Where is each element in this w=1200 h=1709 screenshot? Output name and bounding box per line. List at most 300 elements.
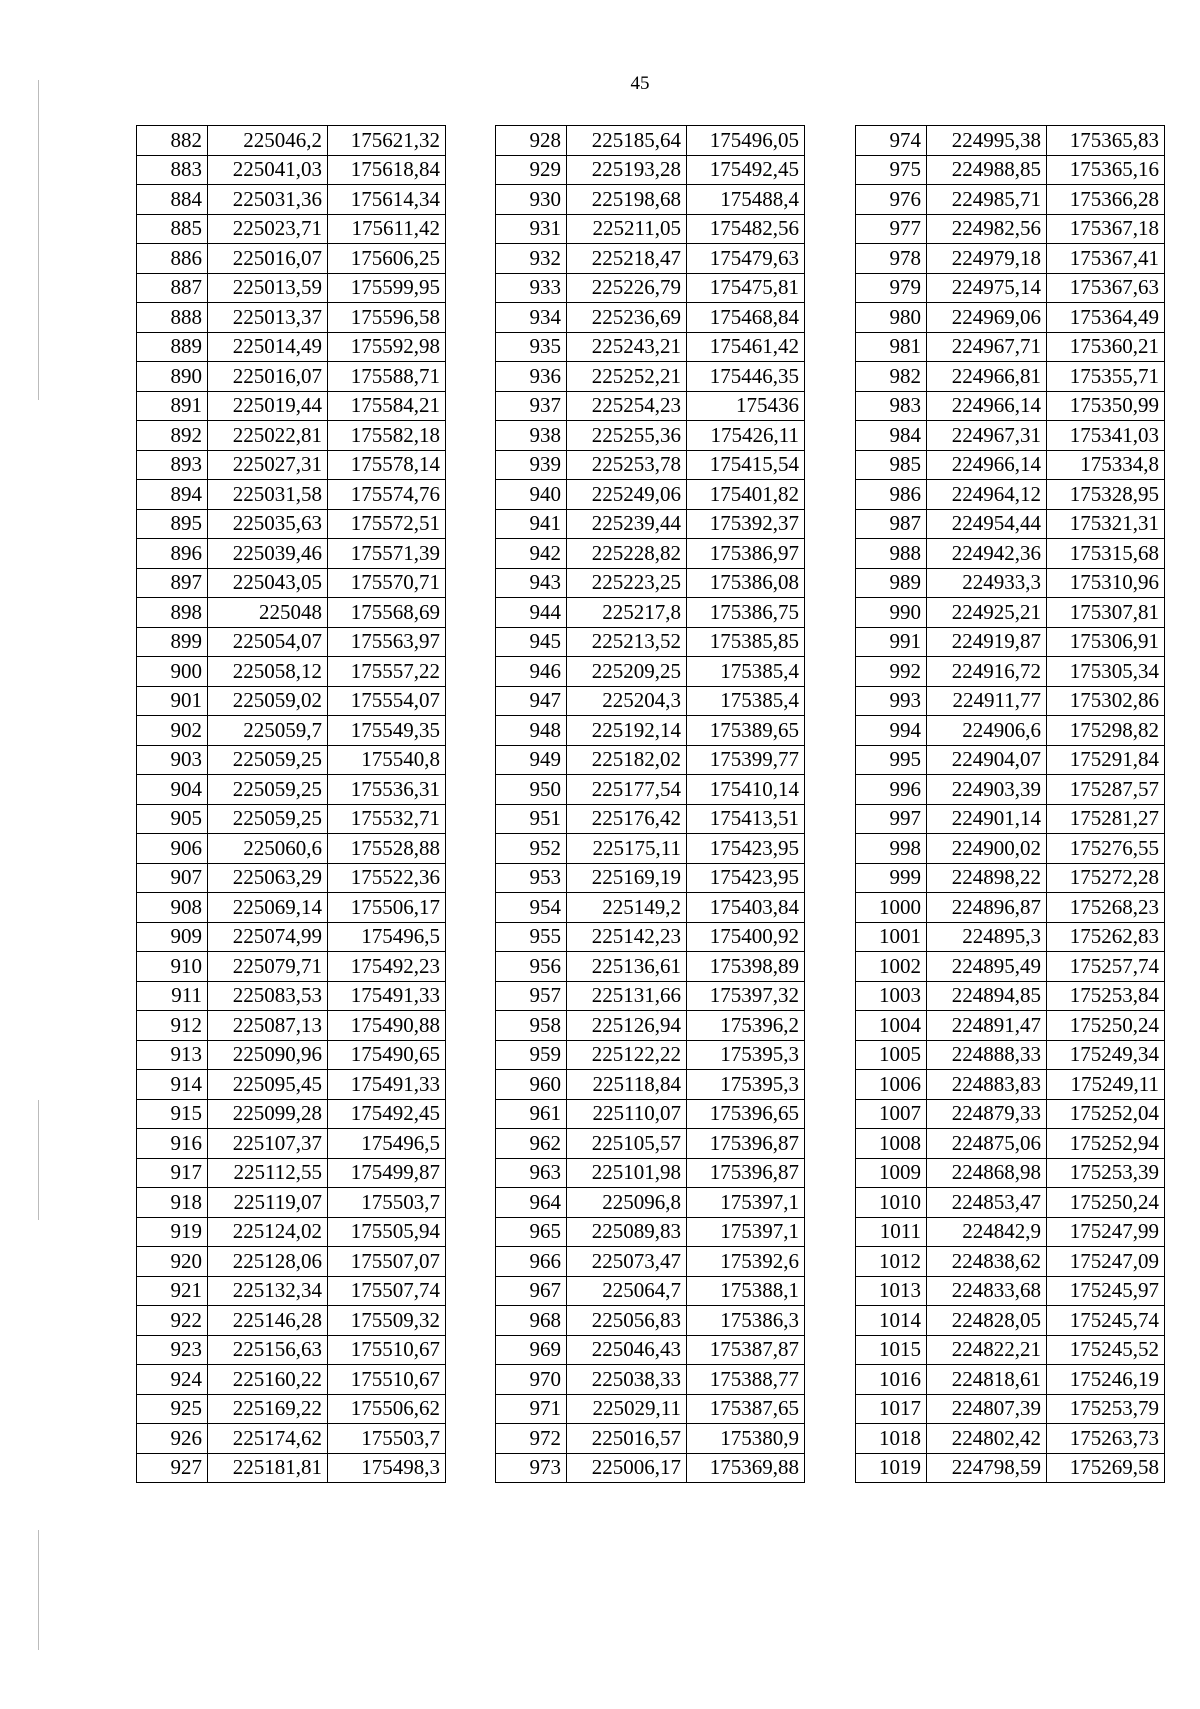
y-coordinate-cell: 175461,42 xyxy=(687,332,805,362)
y-coordinate-cell: 175350,99 xyxy=(1047,391,1165,421)
table-row xyxy=(137,273,446,303)
point-number-cell: 975 xyxy=(856,155,927,185)
table-row xyxy=(496,155,805,185)
table-row xyxy=(496,922,805,952)
y-coordinate-cell: 175252,94 xyxy=(1047,1129,1165,1159)
y-coordinate-cell: 175250,24 xyxy=(1047,1011,1165,1041)
point-number-cell: 1011 xyxy=(856,1217,927,1247)
y-coordinate-cell: 175446,35 xyxy=(687,362,805,392)
scan-margin-line xyxy=(38,80,39,400)
point-number-cell: 935 xyxy=(496,332,567,362)
y-coordinate-cell: 175263,73 xyxy=(1047,1424,1165,1454)
y-coordinate-cell: 175596,58 xyxy=(328,303,446,333)
y-coordinate-cell: 175505,94 xyxy=(328,1217,446,1247)
table-row xyxy=(856,568,1165,598)
y-coordinate-cell: 175380,9 xyxy=(687,1424,805,1454)
point-number-cell: 998 xyxy=(856,834,927,864)
x-coordinate-cell: 225060,6 xyxy=(208,834,328,864)
y-coordinate-cell: 175491,33 xyxy=(328,981,446,1011)
table-row xyxy=(137,1453,446,1483)
page-number: 45 xyxy=(630,73,650,94)
point-number-cell: 910 xyxy=(137,952,208,982)
table-row xyxy=(496,185,805,215)
table-row xyxy=(496,539,805,569)
x-coordinate-cell: 225054,07 xyxy=(208,627,328,657)
y-coordinate-cell: 175315,68 xyxy=(1047,539,1165,569)
x-coordinate-cell: 225236,69 xyxy=(567,303,687,333)
table-row xyxy=(496,332,805,362)
x-coordinate-cell: 225119,07 xyxy=(208,1188,328,1218)
point-number-cell: 940 xyxy=(496,480,567,510)
point-number-cell: 936 xyxy=(496,362,567,392)
table-row xyxy=(137,981,446,1011)
table-row xyxy=(856,480,1165,510)
x-coordinate-cell: 225146,28 xyxy=(208,1306,328,1336)
table-row xyxy=(856,509,1165,539)
x-coordinate-cell: 225035,63 xyxy=(208,509,328,539)
point-number-cell: 933 xyxy=(496,273,567,303)
y-coordinate-cell: 175540,8 xyxy=(328,745,446,775)
table-row xyxy=(496,686,805,716)
x-coordinate-cell: 225023,71 xyxy=(208,214,328,244)
y-coordinate-cell: 175268,23 xyxy=(1047,893,1165,923)
point-number-cell: 991 xyxy=(856,627,927,657)
y-coordinate-cell: 175369,88 xyxy=(687,1453,805,1483)
x-coordinate-cell: 224967,31 xyxy=(927,421,1047,451)
y-coordinate-cell: 175388,1 xyxy=(687,1276,805,1306)
x-coordinate-cell: 225223,25 xyxy=(567,568,687,598)
table-row xyxy=(496,126,805,156)
point-number-cell: 922 xyxy=(137,1306,208,1336)
y-coordinate-cell: 175398,89 xyxy=(687,952,805,982)
x-coordinate-cell: 225182,02 xyxy=(567,745,687,775)
y-coordinate-cell: 175503,7 xyxy=(328,1188,446,1218)
table-row xyxy=(496,657,805,687)
table-row xyxy=(856,332,1165,362)
x-coordinate-cell: 224988,85 xyxy=(927,155,1047,185)
table-row xyxy=(496,775,805,805)
y-coordinate-cell: 175510,67 xyxy=(328,1365,446,1395)
y-coordinate-cell: 175334,8 xyxy=(1047,450,1165,480)
table-row xyxy=(496,1011,805,1041)
point-number-cell: 905 xyxy=(137,804,208,834)
x-coordinate-cell: 225124,02 xyxy=(208,1217,328,1247)
table-row xyxy=(496,1188,805,1218)
y-coordinate-cell: 175488,4 xyxy=(687,185,805,215)
table-row xyxy=(137,1188,446,1218)
x-coordinate-cell: 224842,9 xyxy=(927,1217,1047,1247)
x-coordinate-cell: 225243,21 xyxy=(567,332,687,362)
x-coordinate-cell: 224888,33 xyxy=(927,1040,1047,1070)
table-row xyxy=(137,598,446,628)
point-number-cell: 967 xyxy=(496,1276,567,1306)
table-row xyxy=(856,303,1165,333)
table-row xyxy=(856,834,1165,864)
y-coordinate-cell: 175360,21 xyxy=(1047,332,1165,362)
point-number-cell: 893 xyxy=(137,450,208,480)
point-number-cell: 943 xyxy=(496,568,567,598)
x-coordinate-cell: 225118,84 xyxy=(567,1070,687,1100)
table-row xyxy=(496,627,805,657)
point-number-cell: 957 xyxy=(496,981,567,1011)
x-coordinate-cell: 225059,25 xyxy=(208,804,328,834)
x-coordinate-cell: 224883,83 xyxy=(927,1070,1047,1100)
point-number-cell: 971 xyxy=(496,1394,567,1424)
y-coordinate-cell: 175582,18 xyxy=(328,421,446,451)
table-row xyxy=(496,1424,805,1454)
point-number-cell: 968 xyxy=(496,1306,567,1336)
x-coordinate-cell: 225069,14 xyxy=(208,893,328,923)
x-coordinate-cell: 225218,47 xyxy=(567,244,687,274)
table-row xyxy=(856,952,1165,982)
point-number-cell: 1016 xyxy=(856,1365,927,1395)
y-coordinate-cell: 175499,87 xyxy=(328,1158,446,1188)
table-row xyxy=(856,126,1165,156)
point-number-cell: 948 xyxy=(496,716,567,746)
y-coordinate-cell: 175396,2 xyxy=(687,1011,805,1041)
table-row xyxy=(496,1394,805,1424)
x-coordinate-cell: 225046,43 xyxy=(567,1335,687,1365)
table-row xyxy=(137,1070,446,1100)
x-coordinate-cell: 224919,87 xyxy=(927,627,1047,657)
point-number-cell: 924 xyxy=(137,1365,208,1395)
point-number-cell: 1004 xyxy=(856,1011,927,1041)
table-row xyxy=(856,391,1165,421)
table-row xyxy=(137,155,446,185)
y-coordinate-cell: 175507,07 xyxy=(328,1247,446,1277)
point-number-cell: 1009 xyxy=(856,1158,927,1188)
x-coordinate-cell: 224982,56 xyxy=(927,214,1047,244)
table-row xyxy=(856,1011,1165,1041)
point-number-cell: 884 xyxy=(137,185,208,215)
x-coordinate-cell: 224985,71 xyxy=(927,185,1047,215)
table-row xyxy=(856,214,1165,244)
point-number-cell: 969 xyxy=(496,1335,567,1365)
table-row xyxy=(856,1365,1165,1395)
x-coordinate-cell: 224891,47 xyxy=(927,1011,1047,1041)
point-number-cell: 883 xyxy=(137,155,208,185)
x-coordinate-cell: 224833,68 xyxy=(927,1276,1047,1306)
point-number-cell: 882 xyxy=(137,126,208,156)
x-coordinate-cell: 225112,55 xyxy=(208,1158,328,1188)
table-row xyxy=(856,745,1165,775)
y-coordinate-cell: 175506,62 xyxy=(328,1394,446,1424)
x-coordinate-cell: 225122,22 xyxy=(567,1040,687,1070)
point-number-cell: 900 xyxy=(137,657,208,687)
y-coordinate-cell: 175572,51 xyxy=(328,509,446,539)
point-number-cell: 937 xyxy=(496,391,567,421)
table-row xyxy=(856,1099,1165,1129)
point-number-cell: 992 xyxy=(856,657,927,687)
point-number-cell: 962 xyxy=(496,1129,567,1159)
table-row xyxy=(137,1424,446,1454)
x-coordinate-cell: 225228,82 xyxy=(567,539,687,569)
table-row xyxy=(496,362,805,392)
y-coordinate-cell: 175618,84 xyxy=(328,155,446,185)
y-coordinate-cell: 175247,99 xyxy=(1047,1217,1165,1247)
y-coordinate-cell: 175574,76 xyxy=(328,480,446,510)
table-row xyxy=(496,421,805,451)
point-number-cell: 909 xyxy=(137,922,208,952)
x-coordinate-cell: 225029,11 xyxy=(567,1394,687,1424)
table-row xyxy=(137,922,446,952)
x-coordinate-cell: 225175,11 xyxy=(567,834,687,864)
table-row xyxy=(856,1424,1165,1454)
x-coordinate-cell: 225252,21 xyxy=(567,362,687,392)
y-coordinate-cell: 175305,34 xyxy=(1047,657,1165,687)
y-coordinate-cell: 175281,27 xyxy=(1047,804,1165,834)
y-coordinate-cell: 175328,95 xyxy=(1047,480,1165,510)
point-number-cell: 885 xyxy=(137,214,208,244)
point-number-cell: 981 xyxy=(856,332,927,362)
y-coordinate-cell: 175385,4 xyxy=(687,657,805,687)
x-coordinate-cell: 224966,14 xyxy=(927,391,1047,421)
y-coordinate-cell: 175365,83 xyxy=(1047,126,1165,156)
x-coordinate-cell: 225204,3 xyxy=(567,686,687,716)
point-number-cell: 951 xyxy=(496,804,567,834)
table-row xyxy=(856,598,1165,628)
y-coordinate-cell: 175387,87 xyxy=(687,1335,805,1365)
y-coordinate-cell: 175385,4 xyxy=(687,686,805,716)
point-number-cell: 894 xyxy=(137,480,208,510)
x-coordinate-cell: 225013,59 xyxy=(208,273,328,303)
table-row xyxy=(856,922,1165,952)
y-coordinate-cell: 175510,67 xyxy=(328,1335,446,1365)
y-coordinate-cell: 175557,22 xyxy=(328,657,446,687)
table-row xyxy=(856,1394,1165,1424)
x-coordinate-cell: 225096,8 xyxy=(567,1188,687,1218)
point-number-cell: 886 xyxy=(137,244,208,274)
x-coordinate-cell: 225169,19 xyxy=(567,863,687,893)
x-coordinate-cell: 225177,54 xyxy=(567,775,687,805)
x-coordinate-cell: 225019,44 xyxy=(208,391,328,421)
point-number-cell: 923 xyxy=(137,1335,208,1365)
y-coordinate-cell: 175253,84 xyxy=(1047,981,1165,1011)
table-row xyxy=(856,627,1165,657)
point-number-cell: 930 xyxy=(496,185,567,215)
y-coordinate-cell: 175503,7 xyxy=(328,1424,446,1454)
y-coordinate-cell: 175291,84 xyxy=(1047,745,1165,775)
x-coordinate-cell: 224904,07 xyxy=(927,745,1047,775)
y-coordinate-cell: 175509,32 xyxy=(328,1306,446,1336)
coordinate-table-1 xyxy=(136,125,446,1483)
x-coordinate-cell: 225043,05 xyxy=(208,568,328,598)
y-coordinate-cell: 175479,63 xyxy=(687,244,805,274)
point-number-cell: 960 xyxy=(496,1070,567,1100)
y-coordinate-cell: 175365,16 xyxy=(1047,155,1165,185)
y-coordinate-cell: 175492,45 xyxy=(687,155,805,185)
table-row xyxy=(137,1011,446,1041)
y-coordinate-cell: 175387,65 xyxy=(687,1394,805,1424)
table-row xyxy=(856,686,1165,716)
x-coordinate-cell: 224979,18 xyxy=(927,244,1047,274)
table-row xyxy=(137,185,446,215)
table-row xyxy=(856,450,1165,480)
y-coordinate-cell: 175606,25 xyxy=(328,244,446,274)
point-number-cell: 985 xyxy=(856,450,927,480)
point-number-cell: 939 xyxy=(496,450,567,480)
table-row xyxy=(137,745,446,775)
point-number-cell: 965 xyxy=(496,1217,567,1247)
x-coordinate-cell: 225193,28 xyxy=(567,155,687,185)
y-coordinate-cell: 175614,34 xyxy=(328,185,446,215)
x-coordinate-cell: 225063,29 xyxy=(208,863,328,893)
y-coordinate-cell: 175584,21 xyxy=(328,391,446,421)
x-coordinate-cell: 225249,06 xyxy=(567,480,687,510)
point-number-cell: 891 xyxy=(137,391,208,421)
table-row xyxy=(137,1247,446,1277)
table-row xyxy=(496,981,805,1011)
x-coordinate-cell: 224900,02 xyxy=(927,834,1047,864)
point-number-cell: 978 xyxy=(856,244,927,274)
y-coordinate-cell: 175262,83 xyxy=(1047,922,1165,952)
x-coordinate-cell: 225107,37 xyxy=(208,1129,328,1159)
x-coordinate-cell: 224879,33 xyxy=(927,1099,1047,1129)
y-coordinate-cell: 175592,98 xyxy=(328,332,446,362)
y-coordinate-cell: 175392,6 xyxy=(687,1247,805,1277)
table-row xyxy=(856,1217,1165,1247)
point-number-cell: 897 xyxy=(137,568,208,598)
table-row xyxy=(856,1158,1165,1188)
table-row xyxy=(496,598,805,628)
table-row xyxy=(137,568,446,598)
table-row xyxy=(137,244,446,274)
point-number-cell: 903 xyxy=(137,745,208,775)
y-coordinate-cell: 175415,54 xyxy=(687,450,805,480)
x-coordinate-cell: 225213,52 xyxy=(567,627,687,657)
point-number-cell: 986 xyxy=(856,480,927,510)
table-row xyxy=(137,1306,446,1336)
table-row xyxy=(856,863,1165,893)
table-row xyxy=(137,391,446,421)
point-number-cell: 928 xyxy=(496,126,567,156)
x-coordinate-cell: 224818,61 xyxy=(927,1365,1047,1395)
table-row xyxy=(856,1335,1165,1365)
point-number-cell: 907 xyxy=(137,863,208,893)
table-row xyxy=(856,1070,1165,1100)
table-row xyxy=(856,273,1165,303)
y-coordinate-cell: 175554,07 xyxy=(328,686,446,716)
y-coordinate-cell: 175468,84 xyxy=(687,303,805,333)
point-number-cell: 1013 xyxy=(856,1276,927,1306)
point-number-cell: 911 xyxy=(137,981,208,1011)
table-row xyxy=(856,362,1165,392)
point-number-cell: 961 xyxy=(496,1099,567,1129)
x-coordinate-cell: 225014,49 xyxy=(208,332,328,362)
point-number-cell: 1018 xyxy=(856,1424,927,1454)
table-row xyxy=(856,1188,1165,1218)
point-number-cell: 906 xyxy=(137,834,208,864)
x-coordinate-cell: 225169,22 xyxy=(208,1394,328,1424)
x-coordinate-cell: 225059,7 xyxy=(208,716,328,746)
y-coordinate-cell: 175549,35 xyxy=(328,716,446,746)
x-coordinate-cell: 224895,49 xyxy=(927,952,1047,982)
table-row xyxy=(856,716,1165,746)
point-number-cell: 932 xyxy=(496,244,567,274)
point-number-cell: 904 xyxy=(137,775,208,805)
y-coordinate-cell: 175578,14 xyxy=(328,450,446,480)
x-coordinate-cell: 224802,42 xyxy=(927,1424,1047,1454)
table-row xyxy=(856,1276,1165,1306)
y-coordinate-cell: 175307,81 xyxy=(1047,598,1165,628)
y-coordinate-cell: 175246,19 xyxy=(1047,1365,1165,1395)
point-number-cell: 888 xyxy=(137,303,208,333)
point-number-cell: 918 xyxy=(137,1188,208,1218)
table-row xyxy=(496,450,805,480)
y-coordinate-cell: 175366,28 xyxy=(1047,185,1165,215)
y-coordinate-cell: 175400,92 xyxy=(687,922,805,952)
point-number-cell: 1006 xyxy=(856,1070,927,1100)
table-row xyxy=(137,863,446,893)
x-coordinate-cell: 225056,83 xyxy=(567,1306,687,1336)
y-coordinate-cell: 175397,1 xyxy=(687,1217,805,1247)
x-coordinate-cell: 224966,14 xyxy=(927,450,1047,480)
x-coordinate-cell: 224966,81 xyxy=(927,362,1047,392)
table-row xyxy=(496,1335,805,1365)
table-row xyxy=(137,775,446,805)
point-number-cell: 890 xyxy=(137,362,208,392)
point-number-cell: 952 xyxy=(496,834,567,864)
table-row xyxy=(137,1099,446,1129)
y-coordinate-cell: 175498,3 xyxy=(328,1453,446,1483)
point-number-cell: 959 xyxy=(496,1040,567,1070)
point-number-cell: 999 xyxy=(856,863,927,893)
table-row xyxy=(137,126,446,156)
table-row xyxy=(496,1365,805,1395)
x-coordinate-cell: 225099,28 xyxy=(208,1099,328,1129)
y-coordinate-cell: 175570,71 xyxy=(328,568,446,598)
x-coordinate-cell: 225254,23 xyxy=(567,391,687,421)
y-coordinate-cell: 175496,05 xyxy=(687,126,805,156)
x-coordinate-cell: 225006,17 xyxy=(567,1453,687,1483)
point-number-cell: 994 xyxy=(856,716,927,746)
x-coordinate-cell: 224894,85 xyxy=(927,981,1047,1011)
table-row xyxy=(856,893,1165,923)
x-coordinate-cell: 225031,36 xyxy=(208,185,328,215)
x-coordinate-cell: 225013,37 xyxy=(208,303,328,333)
x-coordinate-cell: 224798,59 xyxy=(927,1453,1047,1483)
table-row xyxy=(496,1070,805,1100)
x-coordinate-cell: 224822,21 xyxy=(927,1335,1047,1365)
x-coordinate-cell: 225095,45 xyxy=(208,1070,328,1100)
point-number-cell: 901 xyxy=(137,686,208,716)
x-coordinate-cell: 224838,62 xyxy=(927,1247,1047,1277)
y-coordinate-cell: 175250,24 xyxy=(1047,1188,1165,1218)
y-coordinate-cell: 175506,17 xyxy=(328,893,446,923)
point-number-cell: 982 xyxy=(856,362,927,392)
x-coordinate-cell: 224969,06 xyxy=(927,303,1047,333)
table-row xyxy=(496,1158,805,1188)
point-number-cell: 915 xyxy=(137,1099,208,1129)
y-coordinate-cell: 175252,04 xyxy=(1047,1099,1165,1129)
y-coordinate-cell: 175522,36 xyxy=(328,863,446,893)
table-row xyxy=(137,1276,446,1306)
table-row xyxy=(137,450,446,480)
table-row xyxy=(137,1365,446,1395)
y-coordinate-cell: 175302,86 xyxy=(1047,686,1165,716)
x-coordinate-cell: 225174,62 xyxy=(208,1424,328,1454)
x-coordinate-cell: 225064,7 xyxy=(567,1276,687,1306)
y-coordinate-cell: 175395,3 xyxy=(687,1070,805,1100)
y-coordinate-cell: 175367,63 xyxy=(1047,273,1165,303)
x-coordinate-cell: 224853,47 xyxy=(927,1188,1047,1218)
point-number-cell: 956 xyxy=(496,952,567,982)
point-number-cell: 1000 xyxy=(856,893,927,923)
table-row xyxy=(856,185,1165,215)
y-coordinate-cell: 175306,91 xyxy=(1047,627,1165,657)
y-coordinate-cell: 175355,71 xyxy=(1047,362,1165,392)
x-coordinate-cell: 224916,72 xyxy=(927,657,1047,687)
